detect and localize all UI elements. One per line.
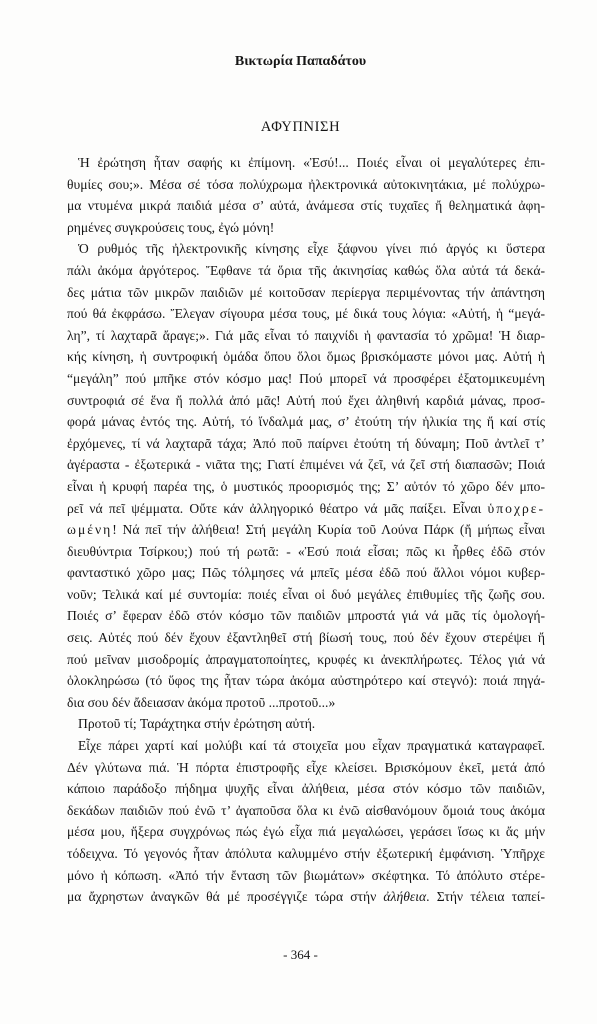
line-segment: ρεῖ νά πεῖ ψέμματα. Οὔτε κάν ἀλληγορικό θέατρο νά μᾶς παίξει. Εἶναι — [67, 500, 488, 516]
line-text: μέσα μου, ἤξερα συγχρόνως πώς ἐγώ εἶχα πιά μεγαλώσει, γεράσει ἴσως κι ἄς μήν — [67, 824, 545, 840]
line-text: εἶναι ἡ κρυφή παρέα της, ὁ μυστικός προορισμός της; Σ’ αὐτόν τό χῶρο δέν μπο- — [67, 478, 545, 494]
line-text: δες μάτια τῶν μικρῶν παιδιῶν μέ κοιτοῦσαν περίεργα περιμένοντας τήν ἀπάντηση — [67, 284, 545, 300]
text-line — [67, 778, 545, 800]
line-segment: . Στήν τέλεια ταπεί- — [426, 889, 545, 905]
text-line — [67, 368, 545, 390]
line-text: φανταστικό χῶρο μας; Πῶς τόλμησες νά μπεῖς μέσα ἐδῶ πού ἄλλοι νόμοι κυβερ- — [67, 565, 545, 581]
text-line — [67, 692, 545, 714]
line-text: Ὁ ρυθμός τῆς ἠλεκτρονικῆς κίνησης εἶχε ξάφνου γίνει πιό ἀργός κι ὕστερα — [78, 241, 545, 257]
text-line — [67, 886, 545, 908]
text-line — [67, 800, 545, 822]
body-text — [67, 152, 545, 908]
text-line — [67, 605, 545, 627]
text-line — [67, 282, 545, 304]
text-line — [67, 670, 545, 692]
text-line — [67, 562, 545, 584]
text-line — [67, 303, 545, 325]
text-line — [67, 390, 545, 412]
page-number: - 364 - — [283, 947, 318, 962]
line-text: θυμίες σου;». Μέσα σέ τόσα πολύχρωμα ἠλεκτρονικά αὐτοκινητάκια, μέ πολύχρω- — [67, 176, 545, 192]
text-line — [67, 476, 545, 498]
text-line — [67, 238, 545, 260]
text-line — [67, 498, 545, 520]
text-line — [67, 821, 545, 843]
line-text: πού μεῖναν μισοδρομίς ἀπραγματοποίητες, κρυφές κι ἀνεκπλήρωτες. Τέλος γιά νά — [67, 651, 545, 667]
emphasized-word: ὑποχρε- — [487, 500, 545, 516]
line-text: Ἡ ἐρώτηση ἦταν σαφής κι ἐπίμονη. «Ἐσύ!... Ποιές εἶναι οἱ μεγαλύτερες ἐπι- — [78, 155, 545, 170]
text-line — [67, 627, 545, 649]
line-text: φορά μάνας ἐντός της. Αὐτή, τό ἴνδαλμά μας, σ’ ἐτούτη τήν ἡλικία της ἤ καί στίς — [67, 414, 545, 430]
italic-word: ἀλήθεια — [383, 889, 427, 905]
text-line — [67, 260, 545, 282]
line-text: κής κίνηση, ἡ συντροφική ὁμάδα ὅπου ὅλοι ὅμως βρισκόμαστε μόνοι μας. Αὐτή ἡ — [67, 349, 545, 365]
text-line — [67, 454, 545, 476]
line-text: ὁλοκληρώσω (τό ὕφος της ἦταν τώρα ἀκόμα αὐστηρότερο καί στεγνό): ποιά πηγά- — [67, 673, 545, 689]
line-text: κάποιο παράδοξο πήδημα ψυχῆς εἶναι ἀλήθεια, μέσα στόν κόσμο τῶν παιδιῶν, — [67, 781, 545, 797]
text-line — [67, 346, 545, 368]
line-text: “μεγάλη” πού μπῆκε στόν κόσμο μας! Πού μπορεῖ νά προσφέρει ἐξατομικευμένη — [67, 370, 545, 386]
line-text: ἐρχόμενες, τί νά λαχταρᾶ τάχα; Ἀπό ποῦ παίρνει ἐτούτη τή δύναμη; Ποῦ ἀντλεῖ τ’ — [67, 435, 545, 451]
line-text: μόνο ἡ κόπωση. «Ἀπό τήν ἔνταση τῶν βιωμάτων» σκέφτηκα. Τό ἀπόλυτο στέρε- — [67, 867, 545, 883]
text-line — [67, 541, 545, 563]
text-line — [67, 433, 545, 455]
paragraph — [67, 238, 545, 713]
text-line — [67, 584, 545, 606]
line-text: Δέν γλύτωνα πιά. Ἡ πόρτα ἐπιστροφῆς εἶχε κλείσει. Βρισκόμουν ἐκεῖ, μετά ἀπό — [67, 759, 545, 775]
line-text: ἀγέραστα - ἐξωτερικά - νιᾶτα της; Γιατί ἐπιμένει νά ζεῖ, νά ζεῖ στή διαπασῶν; Ποιά — [67, 457, 545, 473]
paragraph — [67, 735, 545, 908]
text-line — [67, 325, 545, 347]
text-line — [67, 519, 545, 541]
line-text: Ποιές σ’ ἔφεραν ἐδῶ στόν κόσμο τῶν παιδιῶν μπροστά γιά νά μᾶς τίς ὁμολογή- — [67, 608, 545, 624]
line-text — [67, 886, 545, 908]
line-text: μα ντυμένα μικρά παιδιά μέσα σ’ αὐτά, ἀνάμεσα στίς τυχαῖες ἤ θεληματικά ἀφη- — [67, 198, 545, 214]
emphasized-word: ωμένη — [67, 522, 113, 538]
text-line — [67, 152, 545, 174]
chapter-title: ΑΦΥΠΝΙΣΗ — [260, 119, 341, 135]
line-segment: μα ἄχρηστων ἀναγκῶν θά μέ προσέγγιζε τώρα στήν — [67, 889, 384, 905]
line-segment: ! Νά πεῖ τήν ἀλήθεια! Στή μεγάλη Κυρία τοῦ Λούνα Πάρκ (ἤ μήπως εἶναι — [112, 522, 545, 538]
line-text: σεις. Αὐτές πού δέν ἔχουν ἐξαντληθεῖ στή βίωσή τους, πού δέν ἔχουν στερέψει ἤ — [67, 630, 545, 646]
line-text: λη”, τί λαχταρᾶ ἄραγε;». Γιά μᾶς εἶναι τό παιχνίδι ἡ φαντασία τό χρῶμα! Ἡ διαρ- — [67, 327, 545, 343]
text-line — [67, 174, 545, 196]
line-text: Εἶχε πάρει χαρτί καί μολύβι καί τά στοιχεῖα μου εἶχαν πραγματικά καταγραφεῖ. — [78, 738, 545, 754]
line-text: Προτοῦ τί; Ταράχτηκα στήν ἐρώτηση αὐτή. — [78, 716, 316, 732]
text-line — [67, 735, 545, 757]
text-line — [67, 649, 545, 671]
line-text: συντροφιά σέ ἕνα ἤ πολλά ἀπό μᾶς! Αὐτή πού ἔχει ἀληθινή καρδιά μάνας, προσ- — [67, 392, 545, 408]
text-line — [67, 865, 545, 887]
text-line — [67, 843, 545, 865]
text-line — [67, 757, 545, 779]
text-line — [67, 195, 545, 217]
line-text: διευθύντρια Τσίρκου;) πού τή ρωτᾶ: - «Ἐσύ ποιά εἶσαι; πῶς κι ἦρθες ἐδῶ στόν — [67, 543, 545, 559]
line-text: πάλι ἀκόμα ἀργότερος. Ἔφθανε τά ὅρια τῆς ἀκινησίας καθώς ὅλα αὐτά τά δεκά- — [67, 262, 545, 278]
paragraph — [67, 152, 545, 238]
line-text: ρημένες συγκρούσεις τους, ἐγώ μόνη! — [67, 219, 275, 235]
line-text: πού θά ἐκφράσω. Ἔλεγαν σίγουρα μέσα τους, μέ δικά τους λόγια: «Αὐτή, ἡ “μεγά- — [67, 306, 545, 322]
line-text — [67, 519, 545, 541]
text-line — [67, 217, 545, 239]
line-text: δεκάδων παιδιῶν πού ἐνῶ τ’ ἀγαποῦσα ὅλα κι ἐνῶ αἰσθανόμουν ὅμοιά τους ἀκόμα — [67, 802, 545, 818]
text-line — [67, 411, 545, 433]
line-text: δια σου δέν ἄδειασαν ἀκόμα προτοῦ ...προτοῦ...» — [67, 694, 336, 710]
paragraph — [67, 713, 545, 735]
running-head: Βικτωρία Παπαδάτου — [234, 54, 367, 69]
text-line — [67, 713, 545, 735]
line-text: τόδειχνα. Τό γεγονός ἦταν ἀπόλυτα καλυμμένο στήν ἐξωτερική ἐμφάνιση. Ὑπῆρχε — [67, 846, 545, 861]
line-text — [67, 498, 545, 520]
line-text: νοῦν; Τελικά καί μέ συντομία: ποιές εἶναι οἱ δυό μεγάλες ἐπιθυμίες τῆς ζωῆς σου. — [67, 586, 545, 602]
